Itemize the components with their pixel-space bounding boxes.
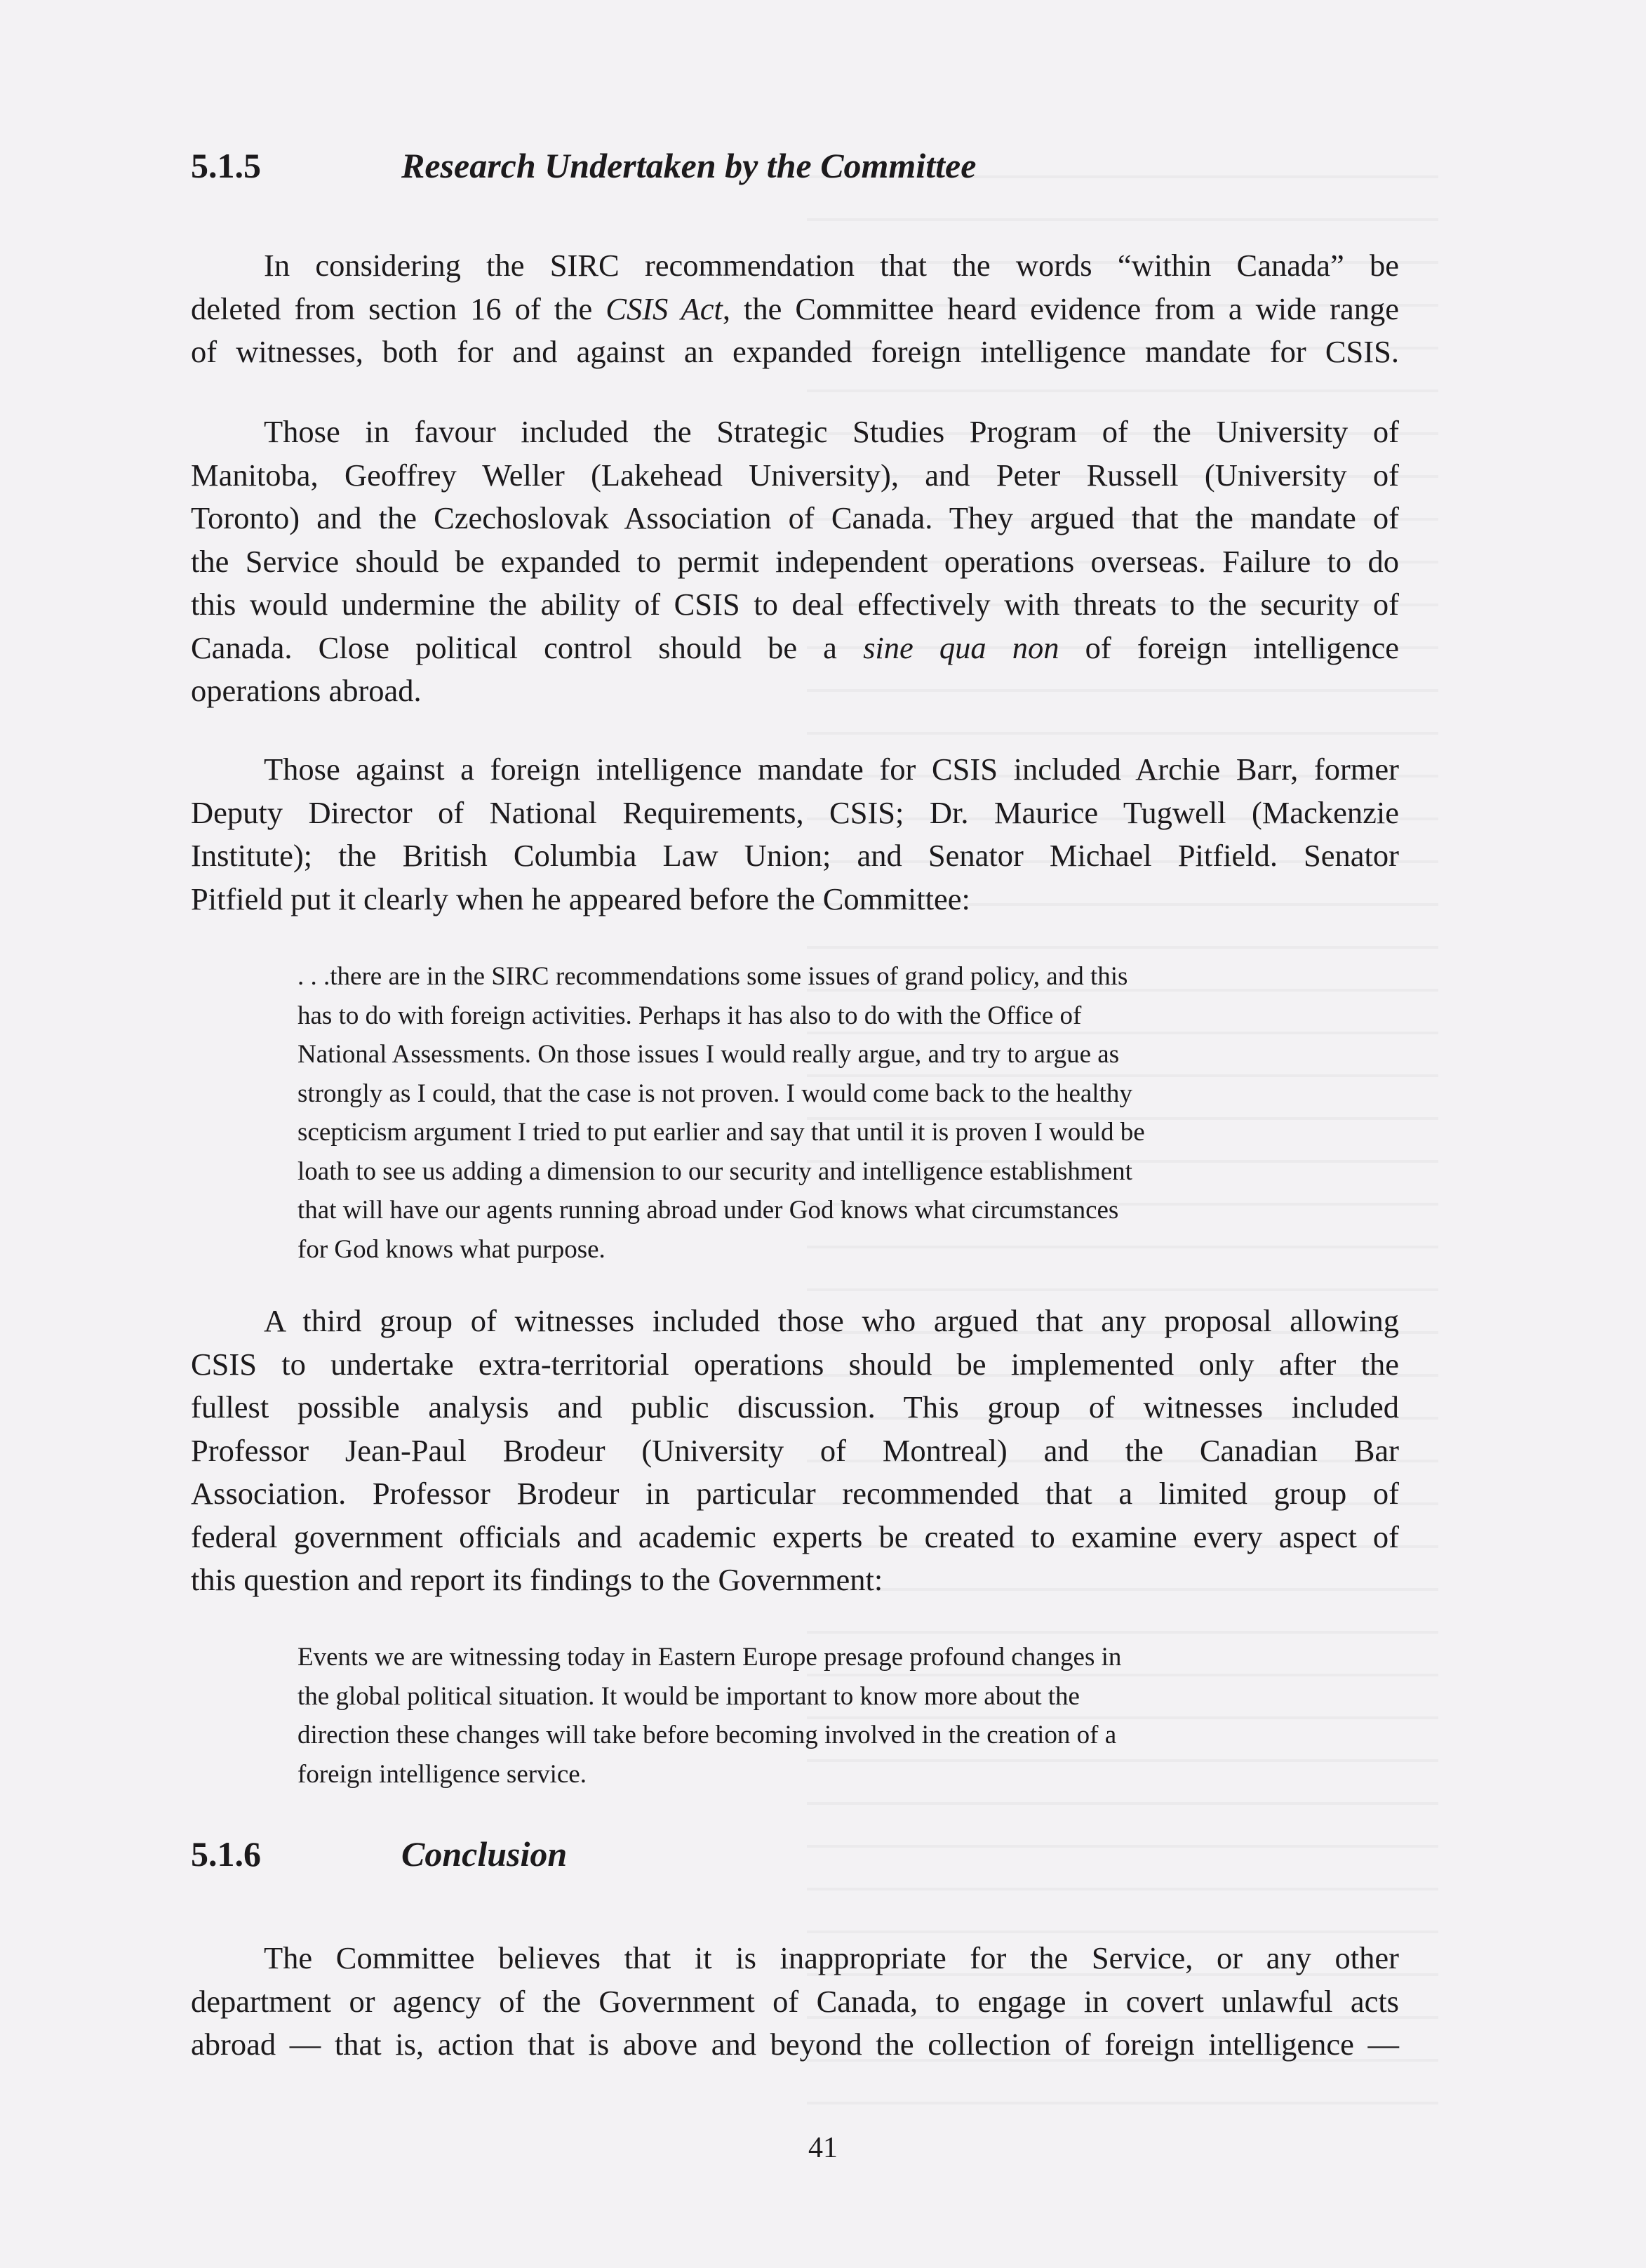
act-name: CSIS Act [605,291,723,326]
paragraph-line: In considering the SIRC recommendation that the words “within Canada” be [264,248,1399,283]
paragraph-against [191,748,1399,921]
quote-line: that will have our agents running abroad under God knows what circumstances [297,1196,1119,1225]
paragraph-third-group [191,1300,1399,1602]
paragraph-line: Association. Professor Brodeur in particular recommended that a limited group of [191,1476,1399,1511]
text-run: , the Committee heard evidence from a wide range [722,291,1399,326]
paragraph-line [191,627,1399,670]
blockquote-pitfield [297,957,1295,1269]
quote-line: the global political situation. It would be important to know more about the [297,1681,1080,1711]
paragraph-line: Manitoba, Geoffrey Weller (Lakehead University), and Peter Russell (University of [191,457,1399,493]
paragraph-line: A third group of witnesses included those who argued that any proposal allowing [264,1303,1399,1338]
paragraph-line: fullest possible analysis and public discussion. This group of witnesses included [191,1389,1399,1425]
section-heading-5-1-5 [191,145,976,187]
paragraph-line: Professor Jean-Paul Brodeur (University of Montreal) and the Canadian Bar [191,1432,1399,1468]
paragraph-line: of witnesses, both for and against an expanded foreign intelligence mandate for CSIS. [191,334,1399,369]
quote-line: loath to see us adding a dimension to our security and intelligence establishment [297,1156,1132,1186]
quote-line: Events we are witnessing today in Eastern Europe presage profound changes in [297,1643,1122,1672]
text-run: deleted from section 16 of the [191,291,606,326]
paragraph-line: The Committee believes that it is inappropriate for the Service, or any other [264,1940,1399,1975]
paragraph-line: department or agency of the Government of Canada, to engage in covert unlawful acts [191,1983,1399,2019]
paragraph-line [191,288,1399,331]
quote-line: direction these changes will take before becoming involved in the creation of a [297,1721,1117,1749]
section-number: 5.1.6 [191,1834,261,1874]
section-title: Conclusion [401,1834,568,1874]
latin-phrase: sine qua non [863,629,1059,665]
paragraph-line: federal government officials and academic experts be created to examine every aspect of [191,1519,1399,1554]
quote-line: scepticism argument I tried to put earlier and say that until it is proven I would be [297,1118,1145,1147]
paragraph-line: Pitfield put it clearly when he appeared before the Committee: [191,881,970,916]
paragraph-line: Toronto) and the Czechoslovak Association of Canada. They argued that the mandate of [191,500,1399,535]
text-run: of foreign intelligence [1059,629,1399,665]
section-number: 5.1.5 [191,146,261,185]
paragraph-line: this question and report its findings to the Government: [191,1562,883,1597]
quote-line: strongly as I could, that the case is not proven. I would come back to the healthy [297,1079,1132,1108]
paragraph-line: operations abroad. [191,673,422,708]
quote-line: foreign intelligence service. [297,1759,587,1789]
paragraph-line: the Service should be expanded to permit independent operations overseas. Failure to do [191,543,1399,579]
quote-line: . . .there are in the SIRC recommendations some issues of grand policy, and this [297,962,1128,991]
paragraph-line: this would undermine the ability of CSIS to deal effectively with threats to the security of [191,587,1399,622]
paragraph-research-intro [191,244,1399,374]
paragraph-line: Deputy Director of National Requirements, CSIS; Dr. Maurice Tugwell (Mackenzie [191,794,1399,830]
paragraph-line: Those against a foreign intelligence mandate for CSIS included Archie Barr, former [264,752,1399,787]
paragraph-line: CSIS to undertake extra-territorial operations should be implemented only after the [191,1346,1399,1382]
paragraph-line: Institute); the British Columbia Law Union; and Senator Michael Pitfield. Senator [191,838,1399,873]
paragraph-conclusion [191,1937,1399,2067]
section-title: Research Undertaken by the Committee [401,146,977,185]
paragraph-in-favour [191,411,1399,713]
paragraph-line: abroad — that is, action that is above and beyond the collection of foreign intelligence — [191,2027,1399,2062]
paragraph-line: Those in favour included the Strategic Studies Program of the University of [264,414,1399,449]
section-heading-5-1-6 [191,1833,567,1875]
page-number: 41 [808,2132,838,2164]
text-run: Canada. Close political control should be a [191,629,864,665]
quote-line: National Assessments. On those issues I would really argue, and try to argue as [297,1040,1120,1069]
blockquote-brodeur [297,1638,1295,1794]
quote-line: has to do with foreign activities. Perhaps it has also to do with the Office of [297,1001,1082,1030]
quote-line: for God knows what purpose. [297,1234,605,1264]
